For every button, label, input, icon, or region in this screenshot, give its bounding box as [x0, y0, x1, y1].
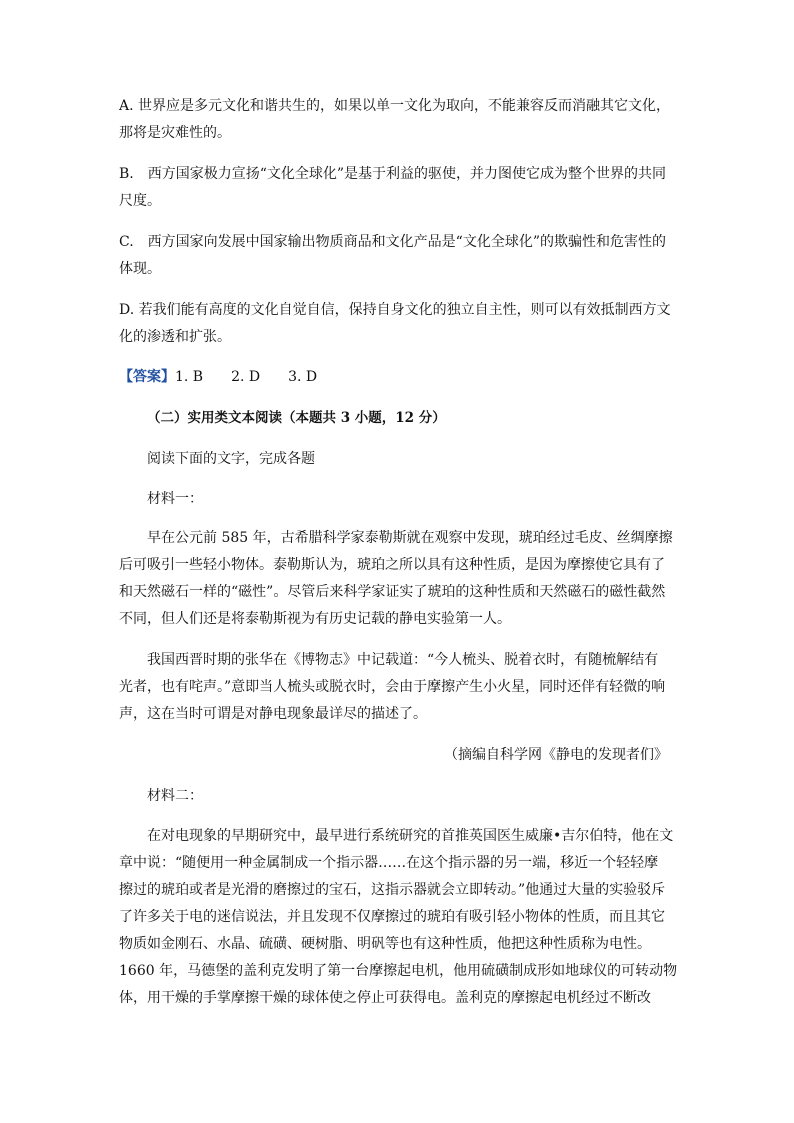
material-two-p1-line: 体，用干燥的手掌摩擦干燥的球体使之停止可获得电。盖利克的摩擦起电机经过不断改	[119, 990, 651, 1006]
section-title: （二）实用类文本阅读（本题共 3 小题，12 分）	[147, 410, 446, 426]
material-one-p2-line: 光者，也有咤声。”意即当人梳头或脱衣时，会由于摩擦产生小火星，同时还伴有轻微的响	[119, 679, 666, 695]
option-d-line-1: D. 若我们能有高度的文化自觉自信，保持自身文化的独立自主性，则可以有效抵制西方文	[119, 302, 671, 318]
material-two-p1-line: 1660 年，马德堡的盖利克发明了第一台摩擦起电机，他用硫磺制成形如地球仪的可转动物	[119, 963, 678, 979]
material-two-p1-line: 了许多关于电的迷信说法，并且发现不仅摩擦过的琥珀有吸引轻小物体的性质，而且其它	[119, 909, 665, 925]
instruction: 阅读下面的文字，完成各题	[147, 451, 315, 467]
material-one-p1-line: 早在公元前 585 年，古希腊科学家泰勒斯就在观察中发现，琥珀经过毛皮、丝绸摩擦	[147, 530, 673, 546]
material-two-p1-line: 物质如金刚石、水晶、硫磺、硬树脂、明矾等也有这种性质，他把这种性质称为电性。	[119, 936, 651, 952]
material-one-p1-line: 和天然磁石一样的“磁性”。尽管后来科学家证实了琥珀的这种性质和天然磁石的磁性截然	[119, 584, 666, 600]
material-one-p1-line: 后可吸引一些轻小物体。泰勒斯认为，琥珀之所以具有这种性质，是因为摩擦使它具有了	[119, 557, 665, 573]
option-c-line-1: C. 西方国家向发展中国家输出物质商品和文化产品是“文化全球化”的欺骗性和危害性的	[119, 234, 666, 250]
answer-text: 1. B 2. D 3. D	[175, 369, 318, 385]
option-b-line-2: 尺度。	[119, 193, 161, 209]
material-one-p2-line: 声，这在当时可谓是对静电现象最详尽的描述了。	[119, 706, 427, 722]
option-d-line-2: 化的渗透和扩张。	[119, 329, 231, 345]
option-b-line-1: B. 西方国家极力宣扬“文化全球化”是基于利益的驱使，并力图使它成为整个世界的共同	[119, 166, 667, 182]
option-a-line-2: 那将是灾难性的。	[119, 125, 231, 141]
material-two-p1-line: 章中说：“随便用一种金属制成一个指示器……在这个指示器的另一端，移近一个轻轻摩	[119, 855, 659, 871]
option-a-line-1: A. 世界应是多元文化和谐共生的，如果以单一文化为取向，不能兼容反而消融其它文化，	[119, 98, 671, 114]
option-c-line-2: 体现。	[119, 261, 161, 277]
material-two-p1-line: 擦过的琥珀或者是光滑的磨擦过的宝石，这指示器就会立即转动。”他通过大量的实验驳斥	[119, 882, 666, 898]
material-one-label: 材料一：	[147, 491, 203, 507]
material-two-p1-line: 在对电现象的早期研究中，最早进行系统研究的首推英国医生威廉•吉尔伯特，他在文	[147, 828, 674, 844]
material-two-label: 材料二：	[147, 788, 203, 804]
material-one-source: （摘编自科学网《静电的发现者们》	[444, 747, 668, 763]
answer-tag: 【答案】	[119, 369, 175, 385]
material-one-p2-line: 我国西晋时期的张华在《博物志》中记载道：“今人梳头、脱着衣时，有随梳解结有	[147, 652, 659, 668]
answer-line	[119, 367, 317, 387]
material-one-p1-line: 不同，但人们还是将泰勒斯视为有历史记载的静电实验第一人。	[119, 611, 511, 627]
